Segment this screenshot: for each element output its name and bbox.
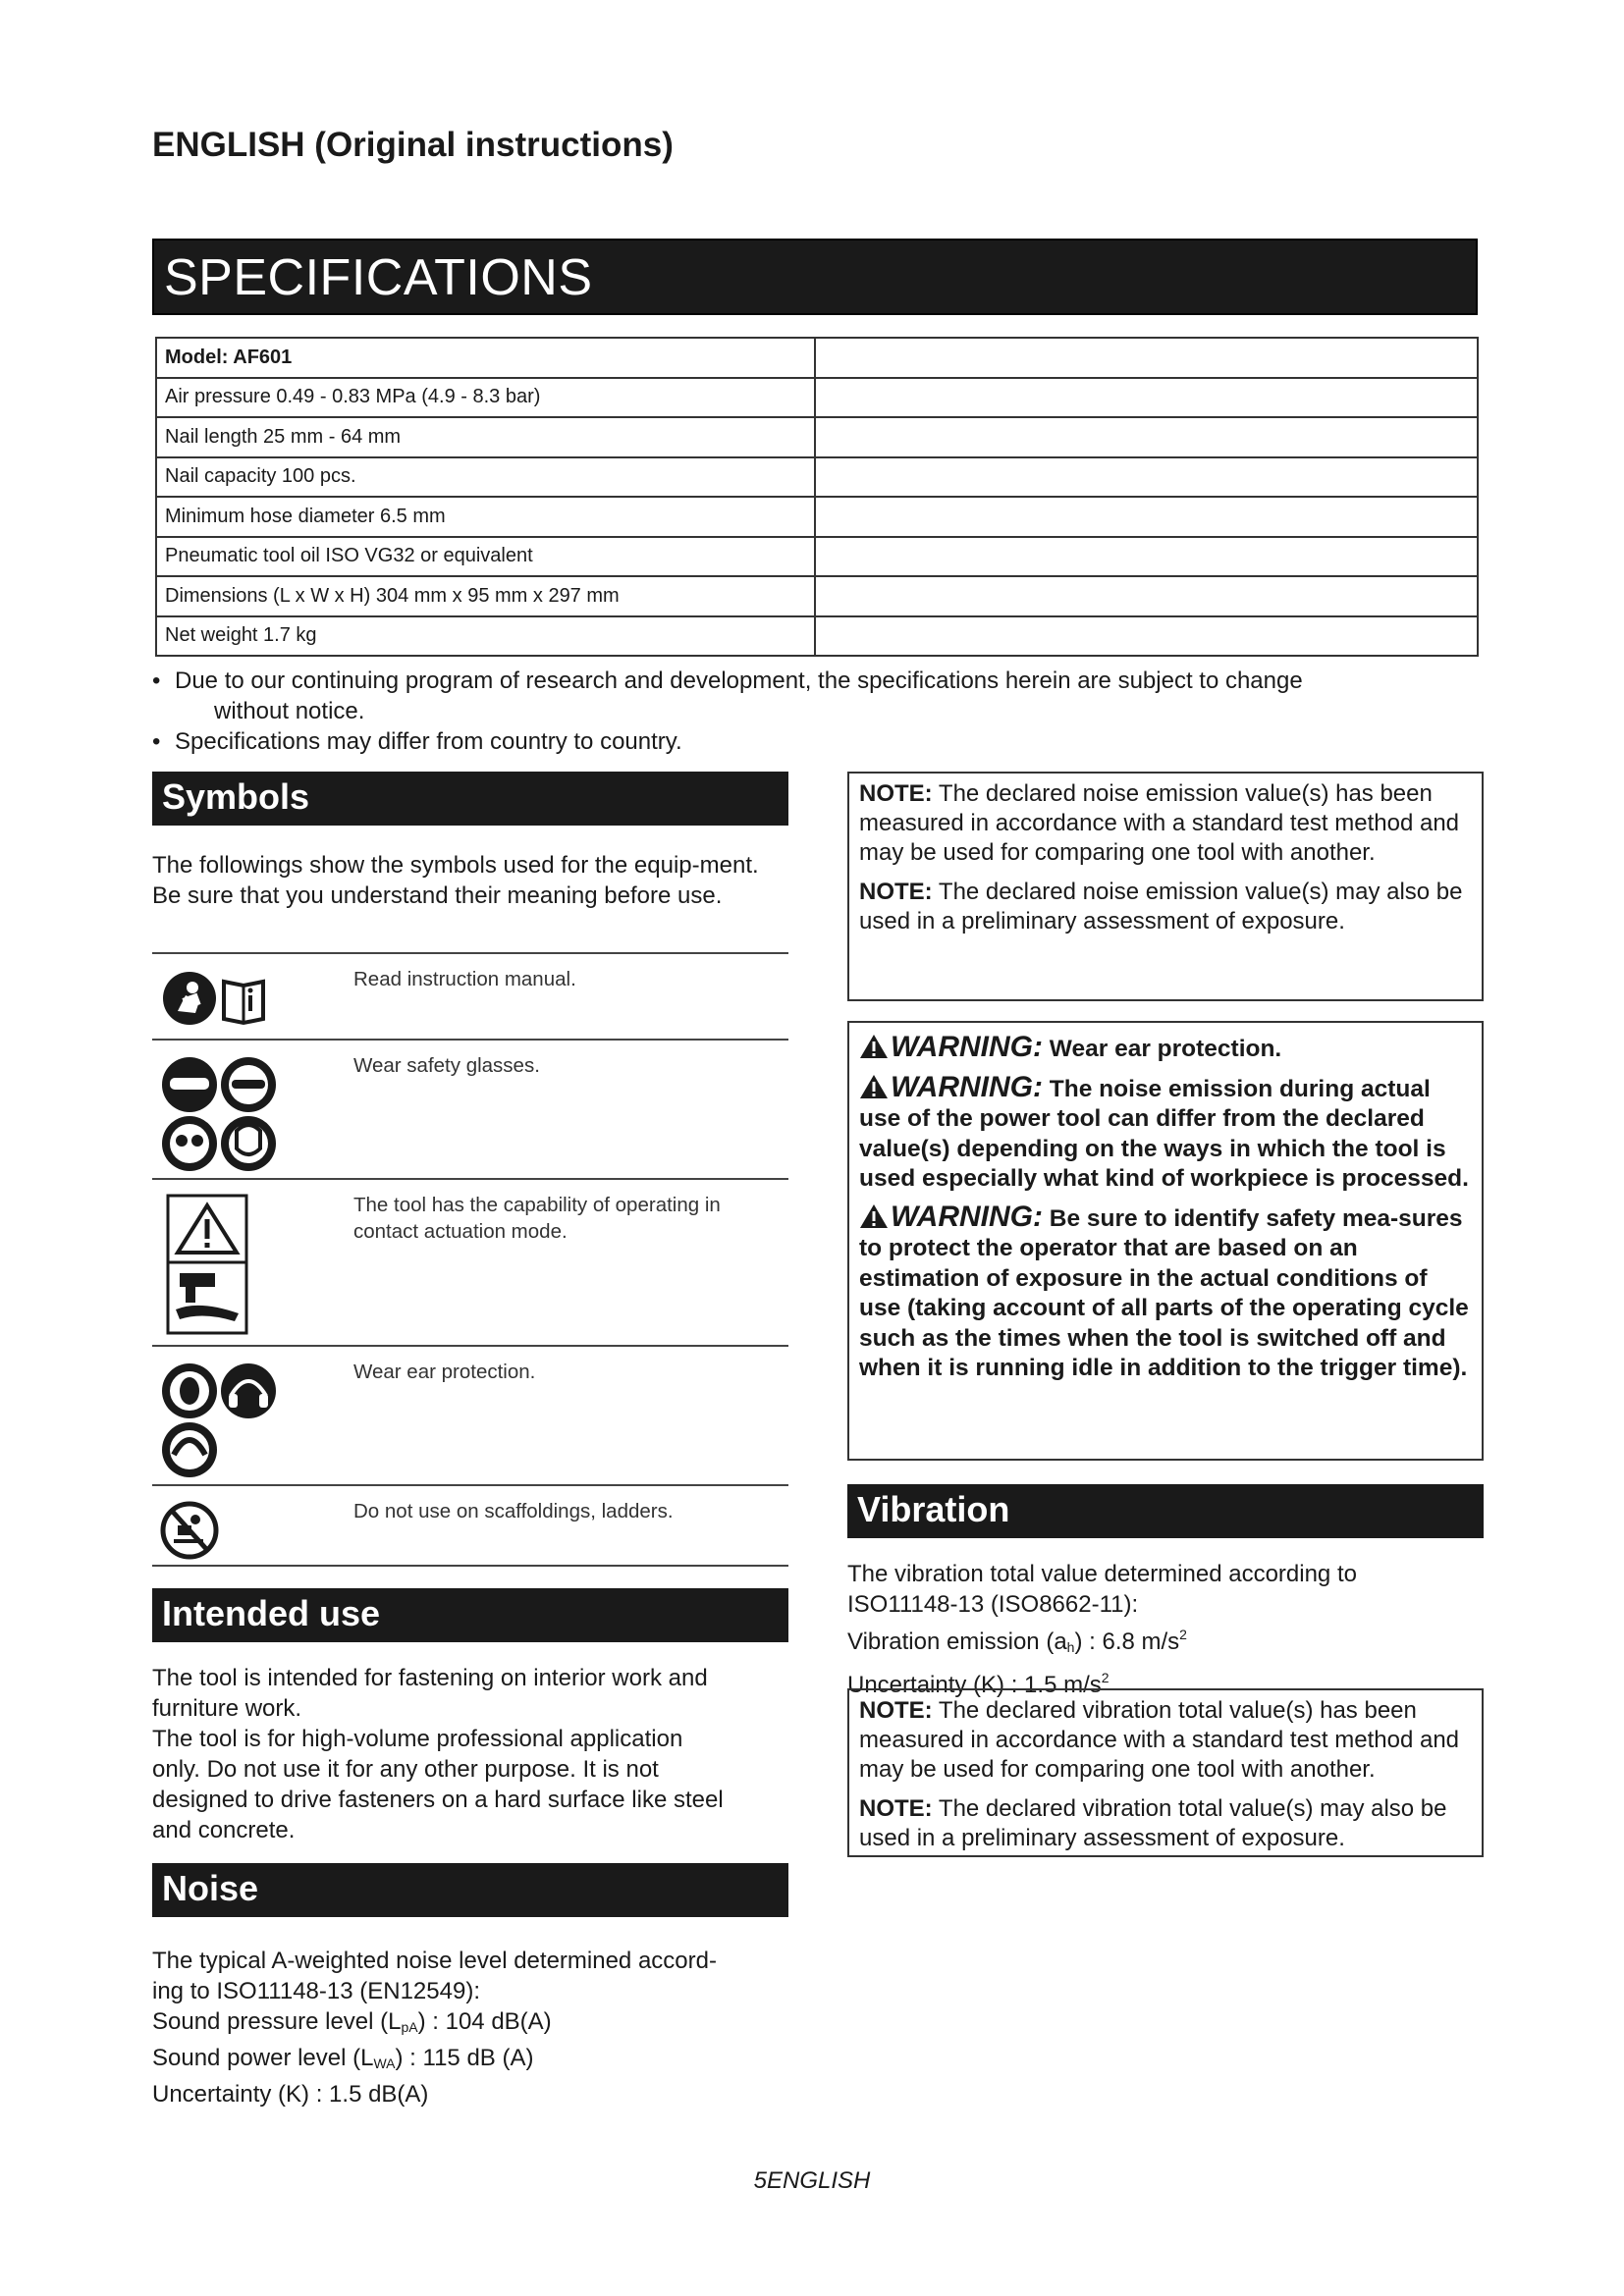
noise-heading: Noise — [162, 1868, 259, 1908]
vibration-line: The vibration total value determined according to — [847, 1561, 1357, 1587]
read-manual-icon — [160, 964, 347, 1038]
vibration-uncertainty: Uncertainty (K) : 1.5 $m/s^2$ — [847, 1670, 1110, 1698]
ear-protection-icon — [160, 1357, 347, 1489]
vibration-heading: Vibration — [857, 1489, 1010, 1529]
vibration-note: NOTE: The declared vibration total value(s) may also be used in a preliminary assessment of exposure. — [859, 1795, 1447, 1851]
warning-triangle-icon — [859, 1074, 889, 1099]
noise-line: The typical A-weighted noise level determined accord- — [152, 1948, 717, 1974]
spec-cell-empty — [815, 457, 1478, 498]
spec-row — [156, 457, 1478, 498]
spec-note-text-cont: without notice. — [214, 698, 365, 724]
noise-heading-bar — [152, 1863, 788, 1917]
spec-cell: Dimensions (L x W x H) 304 mm x 95 mm x 297 mm — [156, 576, 815, 616]
spec-note — [152, 666, 1478, 726]
intended-use-line: and concrete. — [152, 1817, 296, 1843]
spec-cell-empty — [815, 576, 1478, 616]
spec-row — [156, 378, 1478, 418]
spec-row — [156, 537, 1478, 577]
symbol-text: Wear ear protection. — [353, 1361, 536, 1383]
symbol-text: Read instruction manual. — [353, 968, 576, 990]
symbol-row — [152, 1039, 788, 1178]
spec-note-text: Specifications may differ from country to country. — [175, 728, 682, 755]
page-title: ENGLISH (Original instructions) — [152, 126, 674, 164]
noise-note: NOTE: The declared noise emission value(s) may also be used in a preliminary assessment of exposure. — [859, 879, 1463, 934]
spec-note-text: Due to our continuing program of research and development, the specifications herein are subject to change — [175, 667, 1303, 694]
symbol-row — [152, 1178, 788, 1345]
symbol-row — [152, 1345, 788, 1484]
spec-cell: Net weight 1.7 kg — [156, 616, 815, 657]
intended-use-text — [152, 1663, 790, 1845]
spec-cell-empty — [815, 417, 1478, 457]
spec-cell: Pneumatic tool oil ISO VG32 or equivalent — [156, 537, 815, 577]
symbols-table — [152, 952, 788, 1567]
page-footer: 5ENGLISH — [753, 2167, 871, 2194]
warning-triangle-icon — [859, 1034, 889, 1059]
symbols-heading: Symbols — [162, 776, 310, 817]
symbol-text: Wear safety glasses. — [353, 1054, 540, 1077]
bullet: • — [152, 728, 161, 755]
specifications-table — [155, 337, 1479, 657]
intended-use-heading: Intended use — [162, 1593, 381, 1633]
symbol-row — [152, 952, 788, 1039]
no-scaffolding-icon — [160, 1496, 347, 1570]
spec-cell: Model: AF601 — [156, 338, 815, 378]
spec-cell: Nail length 25 mm - 64 mm — [156, 417, 815, 457]
spec-cell: Air pressure 0.49 - 0.83 MPa (4.9 - 8.3 bar) — [156, 378, 815, 418]
intended-use-line: only. Do not use it for any other purpose. It is not — [152, 1756, 659, 1783]
vibration-note: NOTE: The declared vibration total value(s) has been measured in accordance with a standard test method and may be used for comparing one tool with another. — [859, 1697, 1460, 1783]
spec-cell-empty — [815, 537, 1478, 577]
spec-row — [156, 417, 1478, 457]
intended-use-heading-bar — [152, 1588, 788, 1642]
sound-pressure-level: Sound pressure level $(L_{pA})$ : 104 dB(A) — [152, 2008, 552, 2035]
spec-cell-empty — [815, 378, 1478, 418]
vibration-line: ISO11148-13 (ISO8662-11): — [847, 1591, 1139, 1618]
noise-uncertainty: Uncertainty (K) : 1.5 dB(A) — [152, 2081, 429, 2108]
bullet: • — [152, 667, 161, 694]
spec-cell-empty — [815, 338, 1478, 378]
warning-item: WARNING: Wear ear protection. — [859, 1033, 1472, 1065]
specifications-banner — [152, 239, 1478, 315]
vibration-heading-bar — [847, 1484, 1484, 1538]
vibration-text — [847, 1559, 1486, 1700]
vibration-note-box — [847, 1688, 1484, 1857]
safety-glasses-icon — [160, 1050, 347, 1183]
symbol-text: The tool has the capability of operating in contact actuation mode. — [353, 1194, 721, 1243]
noise-note-box — [847, 772, 1484, 1001]
spec-row — [156, 576, 1478, 616]
intended-use-line: The tool is for high-volume professional application — [152, 1726, 683, 1752]
spec-notes — [152, 666, 1478, 757]
noise-text — [152, 1946, 790, 2109]
contact-actuation-icon — [160, 1190, 347, 1342]
spec-cell: Minimum hose diameter 6.5 mm — [156, 497, 815, 537]
intended-use-line: designed to drive fasteners on a hard surface like steel — [152, 1787, 724, 1813]
warning-triangle-icon — [859, 1203, 889, 1229]
spec-row — [156, 616, 1478, 657]
warning-item: WARNING: The noise emission during actual use of the power tool can differ from the declared value(s) depending on the ways in which the tool is used especially what kind of workpiece is processed. — [859, 1070, 1469, 1192]
symbols-intro: The followings show the symbols used for the equip-ment. Be sure that you understand their meaning before use. — [152, 852, 759, 909]
warning-item: WARNING: Be sure to identify safety mea-sures to protect the operator that are based on an estimation of exposure in the actual conditions of use (taking account of all parts of the operating cycle such as the times when the tool is switched off and when it is running idle in addition to the trigger time). — [859, 1200, 1469, 1381]
spec-row — [156, 497, 1478, 537]
sound-power-level: Sound power level $(L_{WA})$ : 115 dB (A) — [152, 2045, 534, 2071]
noise-note: NOTE: The declared noise emission value(s) has been measured in accordance with a standard test method and may be used for comparing one tool with another. — [859, 780, 1460, 866]
symbol-text: Do not use on scaffoldings, ladders. — [353, 1500, 674, 1522]
spec-cell-empty — [815, 497, 1478, 537]
spec-row — [156, 338, 1478, 378]
spec-cell: Nail capacity 100 pcs. — [156, 457, 815, 498]
vibration-emission: Vibration emission $(a_h)$ : 6.8 $m/s^2$ — [847, 1627, 1187, 1655]
noise-line: ing to ISO11148-13 (EN12549): — [152, 1978, 480, 2004]
symbol-row — [152, 1484, 788, 1567]
intended-use-line: The tool is intended for fastening on interior work and — [152, 1665, 708, 1691]
warning-box — [847, 1021, 1484, 1461]
specifications-title: SPECIFICATIONS — [164, 249, 593, 306]
intended-use-line: furniture work. — [152, 1695, 302, 1722]
spec-cell-empty — [815, 616, 1478, 657]
spec-note — [152, 726, 1478, 757]
symbols-heading-bar — [152, 772, 788, 826]
